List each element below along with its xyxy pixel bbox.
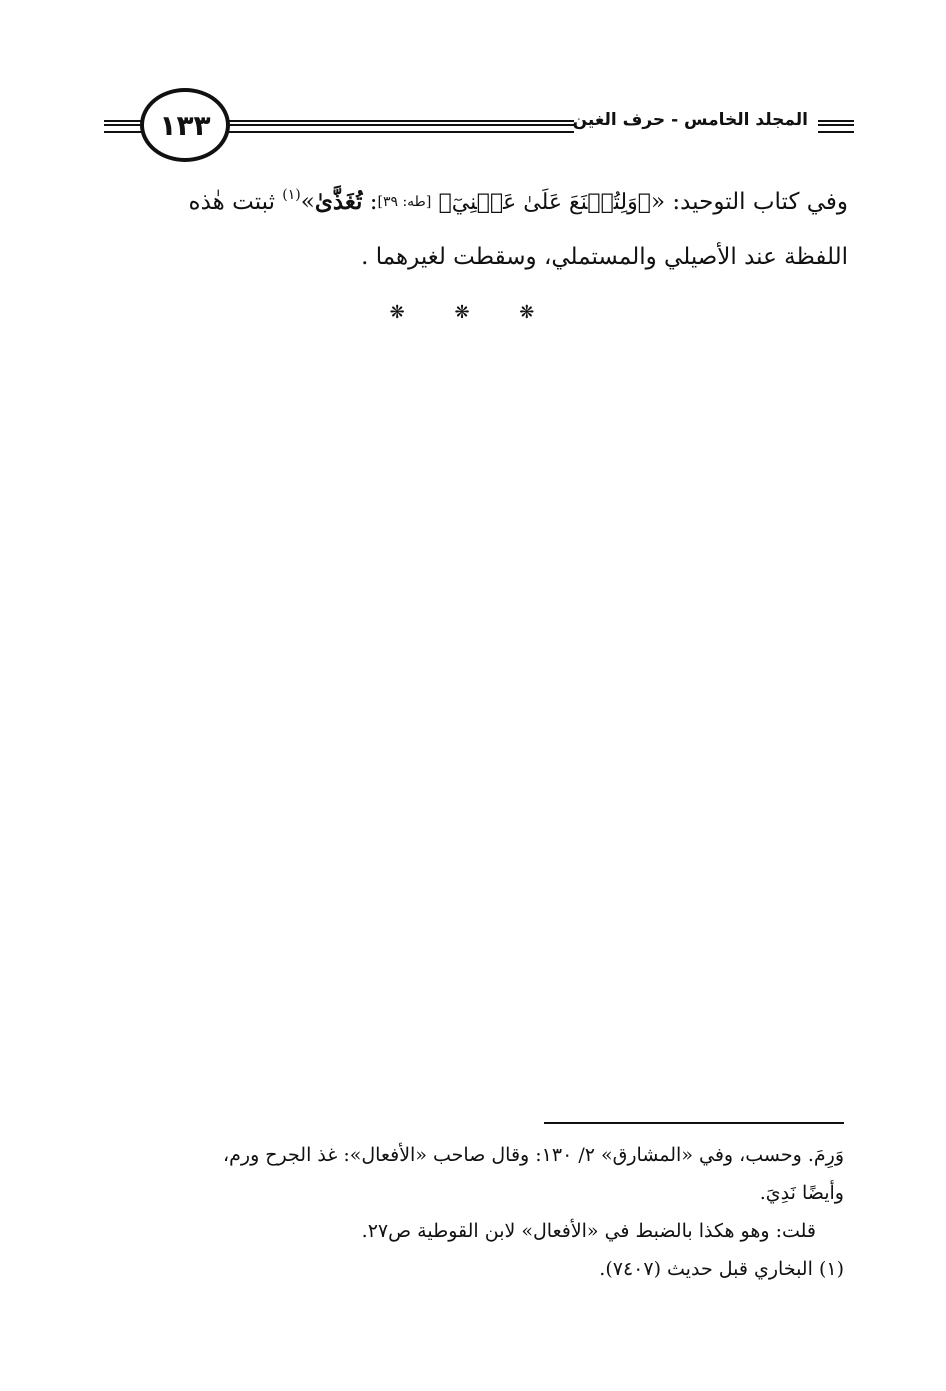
footnote-1-text: البخاري قبل حديث (٧٤٠٧). [599,1258,813,1280]
main-text-line-2: اللفظة عند الأصيلي والمستملي، وسقطت لغيرهما . [361,244,848,270]
footnote-1-marker: (١) [818,1258,844,1280]
line1-suffix: ثبتت هٰذه [188,189,283,215]
running-title: المجلد الخامس - حرف الغين [572,110,808,130]
main-text-line-1 [104,168,848,230]
page-header [104,88,854,168]
line1-prefix: وفي كتاب التوحيد: « [650,189,848,215]
footnote-1 [100,1250,844,1288]
main-text [104,168,848,284]
header-rule-middle [224,120,574,133]
line1-close-quote: » [300,189,315,215]
page-number: ١٣٣ [140,88,230,162]
footnotes [100,1136,844,1288]
header-rule-right [818,120,854,133]
footnote-continuation-line-2: وأيضًا نَدِيَ. [759,1182,844,1204]
verse-citation: [طه: ٣٩] [377,194,432,210]
footnote-divider [544,1122,844,1124]
section-separator: ❋ ❋ ❋ [389,302,557,323]
footnote-note-line: قلت: وهو هكذا بالضبط في «الأفعال» لابن القوطية ص٢٧. [361,1220,816,1242]
quran-verse: ﴿وَلِتُصۡنَعَ عَلَىٰ عَيۡنِيٓ﴾ [438,190,651,215]
line1-colon: : [362,189,378,215]
bold-term: تُغَذَّىٰ [314,188,363,215]
footnote-continuation-line-1: وَرِمَ. وحسب، وفي «المشارق» ٢/ ١٣٠: وقال صاحب «الأفعال»: غذ الجرح ورم، [223,1144,844,1166]
footnote-marker[interactable]: (١) [282,187,301,203]
